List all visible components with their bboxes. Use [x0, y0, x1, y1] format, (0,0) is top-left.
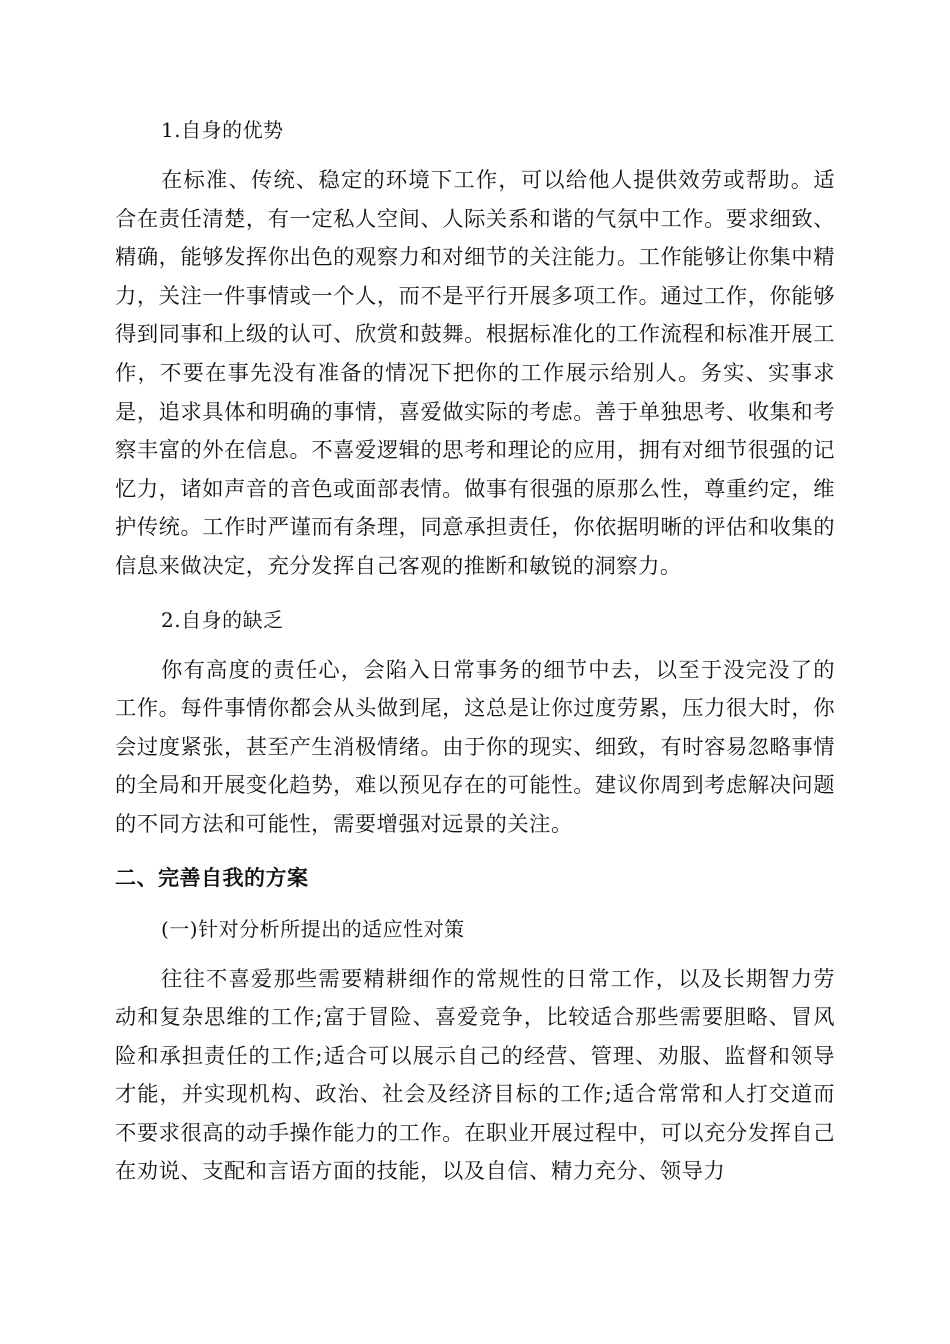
paragraph-weaknesses: 你有高度的责任心，会陷入日常事务的细节中去，以至于没完没了的工作。每件事情你都会从头做到尾，这总是让你过度劳累，压力很大时，你会过度紧张，甚至产生消极情绪。由于你的现实、细致，有时容易忽略事情的全局和开展变化趋势，难以预见存在的可能性。建议你周到考虑解决问题的不同方法和可能性，需要增强对远景的关注。: [115, 657, 835, 837]
document-body: [115, 110, 835, 1205]
subsection-heading-weaknesses: 2.自身的缺乏: [161, 607, 284, 632]
subsection-heading-countermeasures: (一)针对分析所提出的适应性对策: [161, 916, 465, 941]
subsection-heading-strengths: 1.自身的优势: [161, 118, 284, 142]
paragraph-strengths: 在标准、传统、稳定的环境下工作，可以给他人提供效劳或帮助。适合在责任清楚，有一定私人空间、人际关系和谐的气氛中工作。要求细致、精确，能够发挥你出色的观察力和对细节的关注能力。工作能够让你集中精力，关注一件事情或一个人，而不是平行开展多项工作。通过工作，你能够得到同事和上级的认可、欣赏和鼓舞。根据标准化的工作流程和标准开展工作，不要在事先没有准备的情况下把你的工作展示给别人。务实、实事求是，追求具体和明确的事情，喜爱做实际的考虑。善于单独思考、收集和考察丰富的外在信息。不喜爱逻辑的思考和理论的应用，拥有对细节很强的记忆力，诸如声音的音色或面部表情。做事有很强的原那么性，尊重约定，维护传统。工作时严谨而有条理，同意承担责任，你依据明晰的评估和收集的信息来做决定，充分发挥自己客观的推断和敏锐的洞察力。: [115, 168, 835, 579]
paragraph-countermeasures: 往往不喜爱那些需要精耕细作的常规性的日常工作，以及长期智力劳动和复杂思维的工作;富于冒险、喜爱竞争，比较适合那些需要胆略、冒风险和承担责任的工作;适合可以展示自己的经营、管理、劝服、监督和领导才能，并实现机构、政治、社会及经济目标的工作;适合常常和人打交道而不要求很高的动手操作能力的工作。在职业开展过程中，可以充分发挥自己在劝说、支配和言语方面的技能，以及自信、精力充分、领导力: [115, 966, 835, 1185]
section-heading-improvement-plan: 二、完善自我的方案: [115, 864, 309, 890]
